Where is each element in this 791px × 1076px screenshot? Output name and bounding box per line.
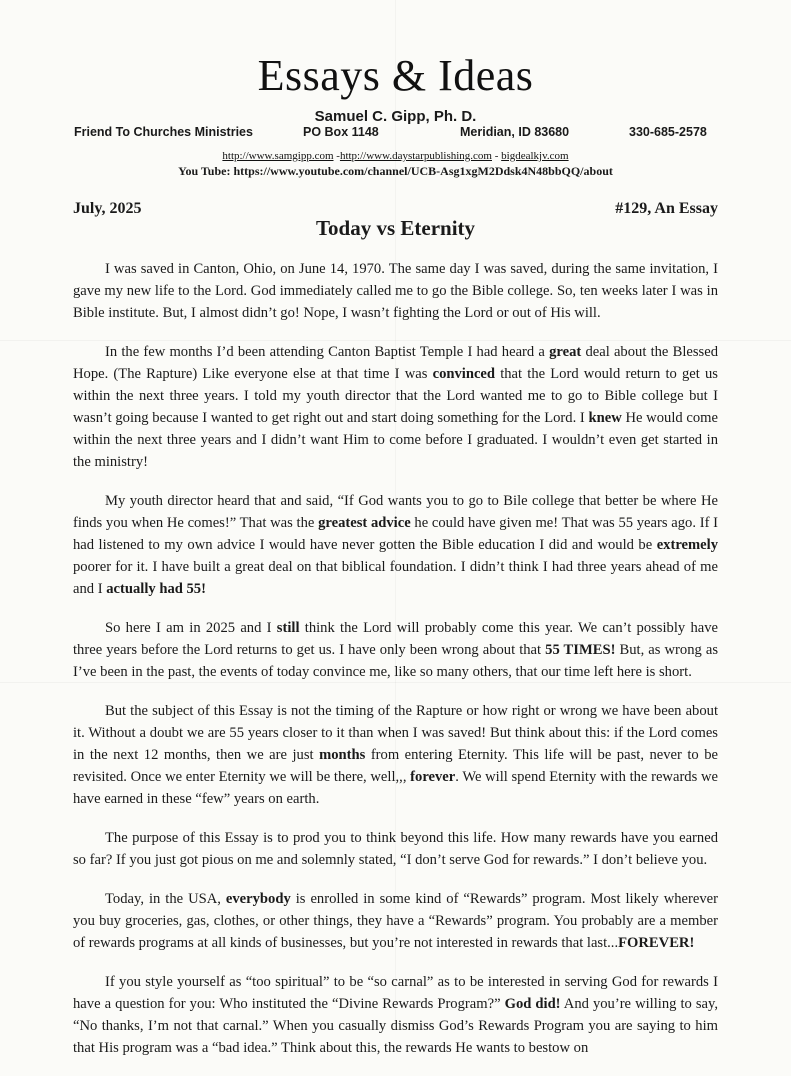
youtube-channel: You Tube: https://www.youtube.com/channel/UCB-Asg1xgM2Ddsk4N48bbQQ/about	[178, 164, 613, 178]
paragraph-text: deal about the Blessed Hope. (The Rapture) Like everyone else at that time I was	[73, 344, 718, 382]
paragraph	[73, 971, 718, 1059]
daystar-link[interactable]: http://www.daystarpublishing.com	[339, 150, 492, 162]
masthead-title: Essays & Ideas	[257, 51, 534, 100]
ministry-name: Friend To Churches Ministries	[74, 125, 253, 139]
paragraph-text: poorer for it. I have built a great deal on that biblical foundation. I didn’t think I had three years ahead of me and I	[73, 559, 718, 597]
issue-date: July, 2025	[73, 200, 142, 217]
website-links	[0, 150, 791, 162]
paragraph-text: he could have given me! That was 55 years ago. If I had listened to my own advice I would have never gotten the Bible education I did and would be	[73, 515, 719, 553]
paragraph-text: I was saved in Canton, Ohio, on June 14, 1970. The same day I was saved, during the same invitation, I gave my new life to the Lord. God immediately called me to go the Bible college. So, ten weeks later I was in Bible institute. But, I almost didn’t go! Nope, I wasn’t fighting the Lord or out of His will.	[73, 261, 718, 321]
paragraph-text: My youth director heard that and said, “If God wants you to go to Bile college that better be where He finds you when He comes!” That was the	[73, 493, 718, 531]
paragraph	[73, 258, 718, 324]
link-separator: -	[492, 150, 502, 162]
paragraph	[73, 617, 718, 683]
link-separator: -	[333, 150, 340, 162]
paragraph	[73, 341, 718, 473]
po-box: PO Box 1148	[303, 125, 379, 139]
bold-text: FOREVER!	[618, 935, 695, 951]
paragraph-text: He would come within the next three years and I didn’t want Him to come before I graduated. I wouldn’t even get started in the ministry!	[73, 410, 718, 470]
paragraph-text: So here I am in 2025 and I	[105, 620, 277, 636]
paragraph-text: that the Lord would return to get us within the next three years. I told my youth director that the Lord wanted me to go to Bible college but I wasn’t going because I wanted to get right out and start doing something for the Lord. I	[73, 366, 718, 426]
city-state-zip: Meridian, ID 83680	[460, 125, 570, 139]
paragraph-text: Today, in the USA,	[105, 891, 226, 907]
paragraph-text: . We will spend Eternity with the rewards we have earned in these “few” years on earth.	[73, 769, 718, 807]
essay-body	[73, 258, 718, 1076]
bold-text: God did!	[504, 996, 561, 1012]
author-name: Samuel C. Gipp, Ph. D.	[314, 108, 477, 125]
paragraph-text: think the Lord will probably come this year. We can’t possibly have three years before the Lord returns to get us. I have only been wrong about that	[73, 620, 718, 658]
bold-text: extremely	[656, 537, 718, 553]
paragraph-text: is enrolled in some kind of “Rewards” program. Most likely wherever you buy groceries, gas, clothes, or other things, they have a “Rewards” program. You probably are a member of rewards programs at all kinds of businesses, but you’re not interested in rewards that last...	[73, 891, 718, 951]
bold-text: still	[276, 620, 300, 636]
samgipp-link[interactable]: http://www.samgipp.com	[222, 150, 334, 162]
paragraph-text: And you’re willing to say, “No thanks, I’m not that carnal.” When you casually dismiss God’s Rewards Program you are saying to him that His program was a “bad idea.” Think about this, the rewards He wants to bestow on	[73, 996, 719, 1056]
paragraph	[73, 700, 718, 810]
issue-number: #129, An Essay	[615, 200, 718, 217]
paragraph-text: from entering Eternity. This life will be past, never to be revisited. Once we enter Eternity we will be there, well,,,	[73, 747, 719, 785]
paragraph-text: The purpose of this Essay is to prod you to think beyond this life. How many rewards have you earned so far? If you just got pious on me and solemnly stated, “I don’t serve God for rewards.” I don’t believe you.	[73, 830, 718, 868]
paragraph-text: But, as wrong as I’ve been in the past, the events of today convince me, like so many others, that our time left here is short.	[73, 642, 718, 680]
paragraph-text: But the subject of this Essay is not the timing of the Rapture or how right or wrong we have been about it. Without a doubt we are 55 years closer to it than when I was saved! But think about this: if the Lord comes in the next 12 months, then we are just	[73, 703, 718, 763]
essay-title: Today vs Eternity	[315, 216, 476, 240]
bold-text: great	[549, 344, 582, 360]
bigdealkjv-link[interactable]: bigdealkjv.com	[501, 150, 569, 162]
bold-text: 55 TIMES!	[545, 642, 616, 658]
bold-text: knew	[588, 410, 622, 426]
paragraph	[73, 888, 718, 954]
paragraph	[73, 827, 718, 871]
paragraph-text: If you style yourself as “too spiritual” to be “so carnal” as to be interested in serving God for rewards I have a question for you: Who instituted the “Divine Rewards Program?”	[73, 974, 718, 1012]
bold-text: months	[319, 747, 366, 763]
bold-text: convinced	[432, 366, 496, 382]
phone-number: 330-685-2578	[629, 125, 707, 139]
bold-text: everybody	[225, 891, 291, 907]
bold-text: actually had 55!	[106, 581, 206, 597]
paragraph	[73, 490, 718, 600]
bold-text: greatest advice	[318, 515, 411, 531]
bold-text: forever	[410, 769, 456, 785]
paragraph-text: In the few months I’d been attending Canton Baptist Temple I had heard a	[105, 344, 550, 360]
